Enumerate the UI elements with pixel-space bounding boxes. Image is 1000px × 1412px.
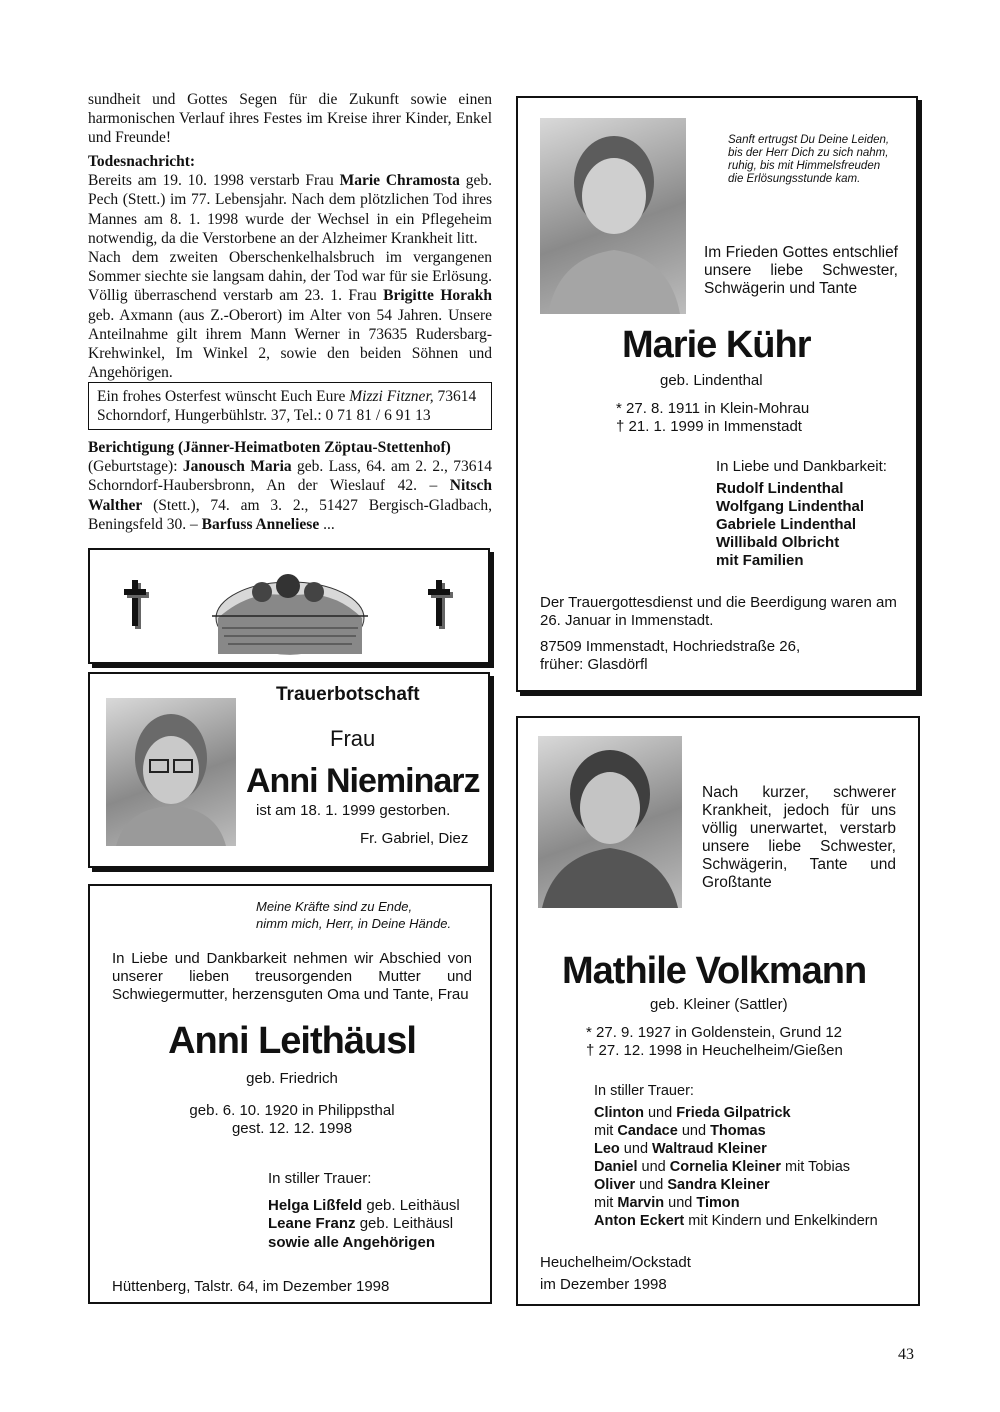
verse: Sanft ertrugst Du Deine Leiden, bis der Herr Dich zu sich nahm, ruhig, bis mit Himmelsfreuden die Erlösungsstunde kam. (728, 134, 890, 185)
place-date: Hüttenberg, Talstr. 64, im Dezember 1998 (112, 1278, 390, 1295)
maiden-name: geb. Lindenthal (660, 372, 763, 389)
death-notice-paragraph-1: Bereits am 19. 10. 1998 verstarb Frau Marie Chramosta geb. Pech (Stett.) im 77. Lebensjahr. Nach dem plötzlichen Tod ihres Mannes am 8. 1. 1998 wurde der Wechsel in ein Pflegeheim notwendig, da die Verstorbene an der Alzheimer Krankheit litt. (88, 172, 492, 247)
intro-paragraph: sundheit und Gottes Segen für die Zukunft sowie einen harmonischen Verlauf ihres Festes im Kreise ihrer Kinder, Enkel und Freunde! (88, 91, 492, 147)
life-dates: * 27. 8. 1911 in Klein-Mohrau † 21. 1. 1999 in Immenstadt (616, 400, 810, 435)
intro: Nach kurzer, schwerer Krankheit, jedoch für uns völlig unerwartet, verstarb unsere liebe Schwester, Schwägerin, Tante und Großtante (702, 784, 896, 891)
intro: Im Frieden Gottes entschlief unsere liebe Schwester, Schwägerin und Tante (704, 244, 898, 297)
obituary-volkmann (516, 716, 920, 1306)
signature: Fr. Gabriel, Diez (360, 830, 469, 847)
obituary-leithaeusl (88, 884, 492, 1304)
memorial-banner (88, 548, 490, 664)
address: 87509 Immenstadt, Hochriedstraße 26, früher: Glasdörfl (540, 638, 801, 673)
deceased-name: Marie Kühr (622, 324, 811, 366)
intro: In Liebe und Dankbarkeit nehmen wir Abschied von unserer lieben treusorgenden Mutter und Schwiegermutter, herzensguten Oma und Tante, Frau (112, 950, 472, 1003)
landscape-illustration (212, 558, 368, 656)
correction-body: (Geburtstage): Janousch Maria geb. Lass, 64. am 2. 2., 73614 Schorndorf-Haubersbronn, An der Wieslauf 42. – Nitsch Walther (Stett.), 74. am 3. 2., 51427 Bergisch-Gladbach, Beningsfeld 30. – Barfuss Anneliese ... (88, 458, 492, 533)
maiden-name: geb. Kleiner (Sattler) (650, 996, 788, 1013)
salutation: Frau (330, 726, 376, 751)
mourners: In stiller Trauer: Helga Lißfeld geb. Leithäusl Leane Franz geb. Leithäusl sowie alle Angehörigen (268, 1170, 460, 1251)
life-dates: geb. 6. 10. 1920 in Philippsthal gest. 12. 12. 1998 (189, 1102, 395, 1137)
service-info: Der Trauergottesdienst und die Beerdigung waren am 26. Januar in Immenstadt. (540, 594, 897, 629)
easter-greeting-box: Ein frohes Osterfest wünscht Euch Eure Mizzi Fitzner, 73614 Schorndorf, Hungerbühlstr. 37, Tel.: 0 71 81 / 6 91 13 (88, 382, 492, 430)
death-date: ist am 18. 1. 1999 gestorben. (256, 802, 451, 819)
death-notice (88, 152, 492, 382)
mourners: In stiller Trauer: Clinton und Frieda Gilpatrick mit Candace und Thomas Leo und Waltraud Kleiner Daniel und Cornelia Kleiner mit Tobias Oliver und Sandra Kleiner mit Marvin und Timon Anton Eckert mit Kindern und Enkelkindern (594, 1083, 878, 1229)
deceased-name: Anni Leithäusl (168, 1020, 416, 1062)
portrait-photo (538, 736, 682, 908)
mourners: In Liebe und Dankbarkeit: Rudolf Lindenthal Wolfgang Lindenthal Gabriele Lindenthal Willibald Olbricht mit Familien (716, 458, 887, 569)
place-date: Heuchelheim/Ockstadt im Dezember 1998 (540, 1254, 691, 1293)
death-notice-heading: Todesnachricht: (88, 153, 196, 170)
heading: Trauerbotschaft (276, 684, 420, 705)
death-notice-paragraph-2: Nach dem zweiten Oberschenkelhalsbruch im vergangenen Sommer siechte sie langsam dahin, der Tod war für sie Erlösung. Völlig überraschend verstarb am 23. 1. Frau Brigitte Horakh geb. Axmann (aus Z.-Oberort) im Alter von 54 Jahren. Unsere Anteilnahme gilt ihrem Mann Werner in 73635 Rudersbarg-Krehwinkel, Im Winkel 2, sowie den beiden Söhnen und Angehörigen. (88, 249, 492, 382)
portrait-photo (540, 118, 686, 314)
verse: Meine Kräfte sind zu Ende, nimm mich, Herr, in Deine Hände. (256, 899, 452, 931)
deceased-name: Anni Nieminarz (246, 762, 480, 800)
maiden-name: geb. Friedrich (246, 1070, 338, 1087)
obituary-kuehr (516, 96, 918, 692)
deceased-name: Mathile Volkmann (562, 950, 867, 992)
correction-notice (88, 438, 492, 534)
life-dates: * 27. 9. 1927 in Goldenstein, Grund 12 † 27. 12. 1998 in Heuchelheim/Gießen (586, 1024, 843, 1059)
cross-icon (124, 580, 146, 626)
cross-icon (428, 580, 450, 626)
page-number: 43 (898, 1346, 914, 1363)
obituary-nieminarz (88, 672, 490, 868)
portrait-photo (106, 698, 236, 846)
correction-heading: Berichtigung (Jänner-Heimatboten Zöptau-Stettenhof) (88, 439, 451, 456)
